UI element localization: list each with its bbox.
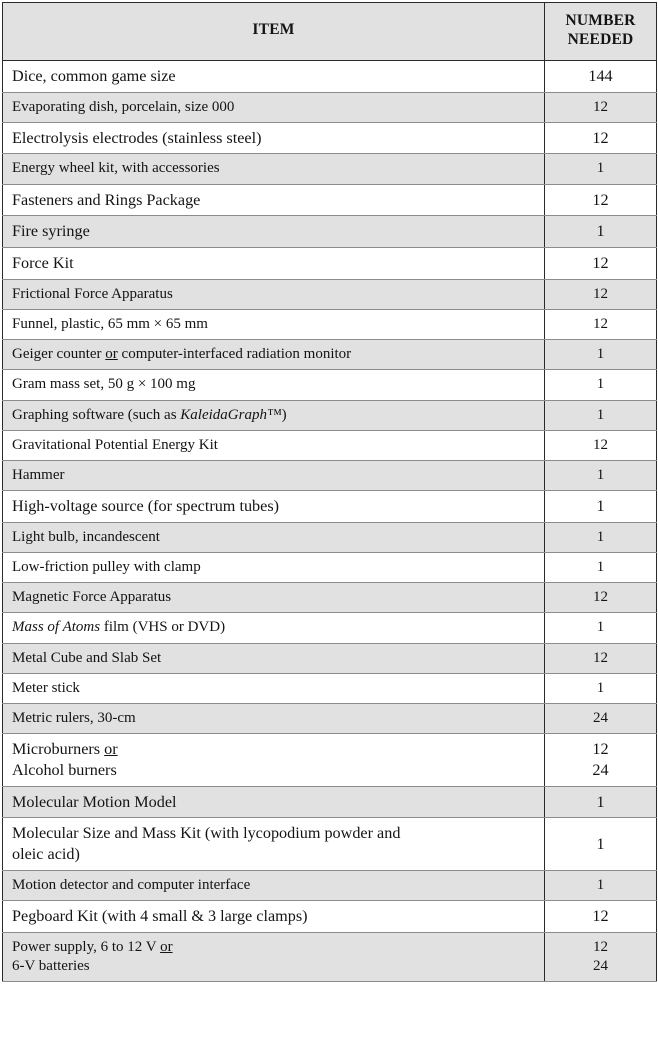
cell-number-line1: 1 — [596, 528, 605, 545]
table-row — [3, 310, 657, 340]
cell-number-needed — [545, 583, 657, 613]
cell-item — [3, 932, 545, 981]
column-header-number-line2: NEEDED — [567, 30, 634, 48]
table-row — [3, 734, 657, 786]
cell-item — [3, 643, 545, 673]
cell-item-line1: Gravitational Potential Energy Kit — [12, 436, 218, 453]
cell-number-line1: 1 — [596, 834, 605, 853]
cell-item — [3, 340, 545, 370]
cell-item-line1: Motion detector and computer interface — [12, 876, 251, 893]
cell-item-line1: Magnetic Force Apparatus — [12, 589, 172, 606]
cell-item-line1: Pegboard Kit (with 4 small & 3 large clamps) — [12, 907, 308, 926]
cell-item-line1: Power supply, 6 to 12 V or — [12, 938, 173, 955]
cell-item — [3, 310, 545, 340]
column-header-item: ITEM — [3, 3, 545, 61]
cell-number-needed — [545, 370, 657, 400]
column-header-number-line1: NUMBER — [565, 12, 636, 29]
cell-number-line1: 1 — [596, 222, 605, 241]
cell-item-line1: Electrolysis electrodes (stainless steel) — [12, 128, 262, 147]
cell-item-line1: Funnel, plastic, 65 mm × 65 mm — [12, 316, 208, 333]
table-row — [3, 248, 657, 280]
cell-number-line1: 12 — [593, 649, 608, 666]
cell-item-line1: Mass of Atoms film (VHS or DVD) — [12, 619, 226, 636]
table-row — [3, 279, 657, 309]
cell-number-needed — [545, 340, 657, 370]
cell-number-line1: 1 — [596, 497, 605, 516]
cell-item — [3, 491, 545, 523]
cell-item-line1: Microburners or — [12, 740, 118, 759]
cell-item — [3, 704, 545, 734]
cell-number-line1: 12 — [592, 254, 609, 273]
cell-item — [3, 248, 545, 280]
cell-number-line1: 12 — [593, 436, 608, 453]
cell-number-line1: 1 — [596, 679, 605, 696]
cell-item — [3, 613, 545, 643]
cell-item-line1: Geiger counter or computer-interfaced radiation monitor — [12, 346, 352, 363]
table-row — [3, 60, 657, 92]
cell-item-line1: Gram mass set, 50 g × 100 mg — [12, 376, 196, 393]
cell-item-line1: Fire syringe — [12, 222, 90, 241]
cell-number-line1: 1 — [596, 376, 605, 393]
cell-number-needed — [545, 901, 657, 933]
table-row — [3, 370, 657, 400]
cell-number-line1: 12 — [593, 589, 608, 606]
cell-item — [3, 430, 545, 460]
cell-item-line2: Alcohol burners — [12, 760, 117, 779]
cell-item — [3, 553, 545, 583]
table-row — [3, 786, 657, 818]
table-row — [3, 491, 657, 523]
cell-number-needed — [545, 643, 657, 673]
table-row — [3, 583, 657, 613]
table-row — [3, 154, 657, 184]
cell-item-line1: High-voltage source (for spectrum tubes) — [12, 497, 280, 516]
cell-number-needed — [545, 932, 657, 981]
table-row — [3, 340, 657, 370]
cell-number-line2: 24 — [593, 958, 608, 974]
cell-item-line1: Fasteners and Rings Package — [12, 190, 201, 209]
cell-number-line1: 1 — [596, 792, 605, 811]
cell-item-line1: Energy wheel kit, with accessories — [12, 160, 220, 177]
table-row — [3, 92, 657, 122]
cell-item-line1: Metal Cube and Slab Set — [12, 649, 162, 666]
table-row — [3, 704, 657, 734]
cell-item — [3, 60, 545, 92]
cell-number-needed — [545, 522, 657, 552]
cell-item — [3, 279, 545, 309]
cell-item-line1: Molecular Motion Model — [12, 792, 177, 811]
table-row — [3, 216, 657, 248]
cell-number-needed — [545, 613, 657, 643]
cell-number-line1: 12 — [593, 98, 608, 115]
table-row — [3, 522, 657, 552]
cell-item — [3, 901, 545, 933]
cell-number-needed — [545, 704, 657, 734]
cell-item-line1: Low-friction pulley with clamp — [12, 559, 201, 576]
table-row — [3, 901, 657, 933]
cell-item — [3, 583, 545, 613]
table-header-row — [3, 3, 657, 61]
cell-number-needed — [545, 818, 657, 870]
cell-number-line1: 1 — [596, 406, 605, 423]
cell-number-line1: 12 — [593, 316, 608, 333]
cell-item-line2: oleic acid) — [12, 845, 80, 864]
cell-item-line1: Hammer — [12, 466, 65, 483]
cell-number-needed — [545, 491, 657, 523]
cell-item-line1: Frictional Force Apparatus — [12, 285, 173, 302]
cell-item-line2: 6-V batteries — [12, 958, 90, 974]
cell-number-needed — [545, 122, 657, 154]
cell-number-line1: 1 — [596, 559, 605, 576]
table-row — [3, 430, 657, 460]
cell-number-line1: 1 — [596, 876, 605, 893]
cell-item — [3, 734, 545, 786]
cell-number-line1: 12 — [593, 285, 608, 302]
cell-number-needed — [545, 184, 657, 216]
cell-number-needed — [545, 216, 657, 248]
cell-item-line1: Dice, common game size — [12, 66, 176, 85]
cell-item — [3, 786, 545, 818]
cell-number-line1: 1 — [596, 466, 605, 483]
equipment-table — [2, 2, 657, 982]
table-row — [3, 400, 657, 430]
cell-item — [3, 522, 545, 552]
cell-item-line1: Graphing software (such as KaleidaGraph™) — [12, 406, 287, 423]
cell-item — [3, 154, 545, 184]
table-header — [3, 3, 657, 61]
cell-number-needed — [545, 460, 657, 490]
cell-number-needed — [545, 870, 657, 900]
cell-number-needed — [545, 673, 657, 703]
cell-item-line1: Light bulb, incandescent — [12, 528, 160, 545]
cell-item — [3, 870, 545, 900]
table-row — [3, 673, 657, 703]
cell-item — [3, 370, 545, 400]
table-row — [3, 553, 657, 583]
cell-item — [3, 673, 545, 703]
cell-item-line1: Force Kit — [12, 254, 74, 273]
cell-number-line1: 1 — [596, 346, 605, 363]
table-row — [3, 643, 657, 673]
cell-number-line1: 144 — [588, 66, 613, 85]
cell-number-needed — [545, 786, 657, 818]
table-body — [3, 60, 657, 981]
cell-item-line1: Meter stick — [12, 679, 80, 696]
cell-item-line1: Metric rulers, 30-cm — [12, 710, 136, 727]
cell-item — [3, 460, 545, 490]
cell-number-needed — [545, 248, 657, 280]
table-row — [3, 870, 657, 900]
cell-number-line1: 12 — [592, 128, 609, 147]
table-row — [3, 122, 657, 154]
cell-number-line1: 12 — [593, 938, 608, 955]
cell-number-line1: 12 — [592, 740, 609, 759]
table-row — [3, 184, 657, 216]
cell-item — [3, 184, 545, 216]
cell-item — [3, 818, 545, 870]
cell-item — [3, 400, 545, 430]
cell-number-needed — [545, 734, 657, 786]
cell-item — [3, 122, 545, 154]
cell-item-line1: Molecular Size and Mass Kit (with lycopodium powder and — [12, 824, 401, 843]
cell-number-needed — [545, 430, 657, 460]
cell-item — [3, 216, 545, 248]
column-header-number-needed — [545, 3, 657, 61]
cell-number-needed — [545, 553, 657, 583]
cell-number-needed — [545, 92, 657, 122]
cell-number-line2: 24 — [592, 760, 609, 779]
cell-number-line1: 24 — [593, 710, 608, 727]
cell-number-line1: 1 — [596, 619, 605, 636]
cell-number-line1: 1 — [596, 160, 605, 177]
cell-number-needed — [545, 279, 657, 309]
table-row — [3, 932, 657, 981]
cell-number-needed — [545, 310, 657, 340]
cell-number-line1: 12 — [592, 907, 609, 926]
cell-item-line1: Evaporating dish, porcelain, size 000 — [12, 98, 235, 115]
table-row — [3, 613, 657, 643]
table-row — [3, 460, 657, 490]
cell-number-line1: 12 — [592, 190, 609, 209]
cell-number-needed — [545, 60, 657, 92]
table-row — [3, 818, 657, 870]
cell-item — [3, 92, 545, 122]
cell-number-needed — [545, 154, 657, 184]
cell-number-needed — [545, 400, 657, 430]
